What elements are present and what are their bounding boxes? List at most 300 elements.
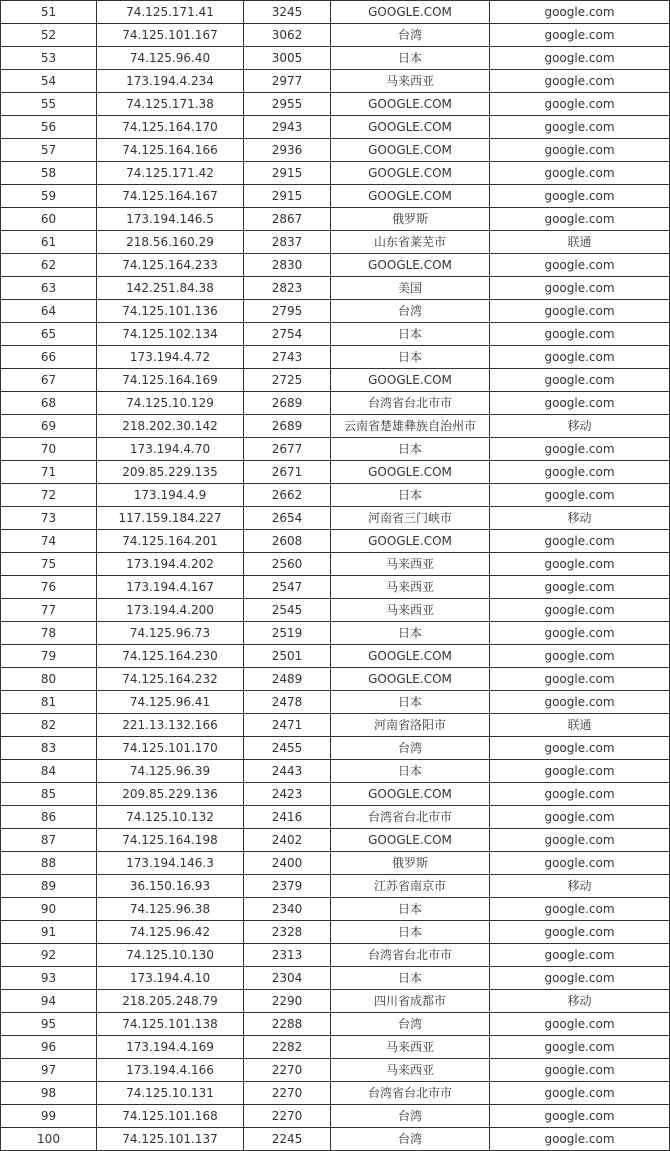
location-cell: 日本 (331, 921, 490, 944)
table-row (1, 898, 670, 921)
isp-cell: google.com (490, 24, 670, 47)
ip-address-cell: 218.205.248.79 (97, 990, 244, 1013)
table-row (1, 116, 670, 139)
count-cell: 2501 (244, 645, 331, 668)
count-cell: 2270 (244, 1082, 331, 1105)
isp-cell: google.com (490, 47, 670, 70)
rank-cell: 64 (1, 300, 97, 323)
table-row (1, 944, 670, 967)
count-cell: 2478 (244, 691, 331, 714)
count-cell: 2915 (244, 162, 331, 185)
rank-cell: 71 (1, 461, 97, 484)
table-body (1, 1, 670, 1151)
isp-cell: 联通 (490, 231, 670, 254)
ip-address-cell: 173.194.4.200 (97, 599, 244, 622)
isp-cell: google.com (490, 783, 670, 806)
count-cell: 2977 (244, 70, 331, 93)
isp-cell: google.com (490, 346, 670, 369)
table-row (1, 806, 670, 829)
table-row (1, 921, 670, 944)
isp-cell: google.com (490, 576, 670, 599)
location-cell: 日本 (331, 760, 490, 783)
ip-address-cell: 74.125.10.131 (97, 1082, 244, 1105)
isp-cell: google.com (490, 1036, 670, 1059)
table-row (1, 783, 670, 806)
location-cell: GOOGLE.COM (331, 369, 490, 392)
location-cell: GOOGLE.COM (331, 93, 490, 116)
table-row (1, 1082, 670, 1105)
count-cell: 2328 (244, 921, 331, 944)
location-cell: 台湾 (331, 300, 490, 323)
ip-address-cell: 209.85.229.136 (97, 783, 244, 806)
table-row (1, 645, 670, 668)
count-cell: 2340 (244, 898, 331, 921)
count-cell: 2416 (244, 806, 331, 829)
table-row (1, 70, 670, 93)
isp-cell: google.com (490, 691, 670, 714)
table-row (1, 185, 670, 208)
ip-address-cell: 74.125.96.41 (97, 691, 244, 714)
isp-cell: google.com (490, 93, 670, 116)
table-row (1, 1036, 670, 1059)
ip-address-cell: 36.150.16.93 (97, 875, 244, 898)
table-row (1, 1128, 670, 1151)
ip-address-cell: 74.125.10.130 (97, 944, 244, 967)
isp-cell: 联通 (490, 714, 670, 737)
ip-address-cell: 74.125.101.167 (97, 24, 244, 47)
ip-address-cell: 173.194.146.3 (97, 852, 244, 875)
rank-cell: 55 (1, 93, 97, 116)
location-cell: 日本 (331, 47, 490, 70)
rank-cell: 58 (1, 162, 97, 185)
rank-cell: 68 (1, 392, 97, 415)
isp-cell: google.com (490, 829, 670, 852)
isp-cell: google.com (490, 116, 670, 139)
table-row (1, 24, 670, 47)
isp-cell: google.com (490, 369, 670, 392)
count-cell: 3005 (244, 47, 331, 70)
location-cell: GOOGLE.COM (331, 668, 490, 691)
ip-address-cell: 218.56.160.29 (97, 231, 244, 254)
rank-cell: 100 (1, 1128, 97, 1151)
isp-cell: google.com (490, 1128, 670, 1151)
location-cell: 美国 (331, 277, 490, 300)
rank-cell: 77 (1, 599, 97, 622)
table-row (1, 346, 670, 369)
rank-cell: 98 (1, 1082, 97, 1105)
count-cell: 2489 (244, 668, 331, 691)
table-row (1, 93, 670, 116)
count-cell: 2423 (244, 783, 331, 806)
isp-cell: google.com (490, 967, 670, 990)
count-cell: 2455 (244, 737, 331, 760)
location-cell: 山东省莱芜市 (331, 231, 490, 254)
count-cell: 2671 (244, 461, 331, 484)
ip-address-cell: 74.125.164.169 (97, 369, 244, 392)
rank-cell: 69 (1, 415, 97, 438)
count-cell: 2443 (244, 760, 331, 783)
isp-cell: google.com (490, 1013, 670, 1036)
rank-cell: 61 (1, 231, 97, 254)
rank-cell: 88 (1, 852, 97, 875)
count-cell: 2402 (244, 829, 331, 852)
ip-address-cell: 74.125.164.201 (97, 530, 244, 553)
table-row (1, 208, 670, 231)
rank-cell: 99 (1, 1105, 97, 1128)
count-cell: 2837 (244, 231, 331, 254)
count-cell: 2725 (244, 369, 331, 392)
rank-cell: 96 (1, 1036, 97, 1059)
isp-cell: 移动 (490, 415, 670, 438)
table-row (1, 484, 670, 507)
ip-address-cell: 74.125.164.166 (97, 139, 244, 162)
location-cell: 日本 (331, 967, 490, 990)
rank-cell: 66 (1, 346, 97, 369)
location-cell: 马来西亚 (331, 553, 490, 576)
rank-cell: 60 (1, 208, 97, 231)
table-row (1, 576, 670, 599)
table-row (1, 47, 670, 70)
count-cell: 2823 (244, 277, 331, 300)
table-row (1, 507, 670, 530)
ip-address-cell: 209.85.229.135 (97, 461, 244, 484)
isp-cell: google.com (490, 392, 670, 415)
count-cell: 2795 (244, 300, 331, 323)
count-cell: 3062 (244, 24, 331, 47)
ip-address-cell: 142.251.84.38 (97, 277, 244, 300)
isp-cell: 移动 (490, 875, 670, 898)
table-row (1, 852, 670, 875)
table-row (1, 300, 670, 323)
location-cell: 台湾 (331, 1128, 490, 1151)
isp-cell: google.com (490, 461, 670, 484)
count-cell: 2313 (244, 944, 331, 967)
isp-cell: google.com (490, 1, 670, 24)
location-cell: 河南省洛阳市 (331, 714, 490, 737)
table-row (1, 599, 670, 622)
count-cell: 2608 (244, 530, 331, 553)
location-cell: GOOGLE.COM (331, 645, 490, 668)
table-row (1, 990, 670, 1013)
location-cell: 日本 (331, 323, 490, 346)
table-row (1, 875, 670, 898)
ip-address-cell: 173.194.4.9 (97, 484, 244, 507)
ip-address-cell: 74.125.164.232 (97, 668, 244, 691)
location-cell: GOOGLE.COM (331, 185, 490, 208)
table-row (1, 254, 670, 277)
location-cell: GOOGLE.COM (331, 783, 490, 806)
table-row (1, 622, 670, 645)
isp-cell: google.com (490, 944, 670, 967)
isp-cell: google.com (490, 254, 670, 277)
ip-address-cell: 74.125.101.138 (97, 1013, 244, 1036)
ip-address-cell: 74.125.101.136 (97, 300, 244, 323)
rank-cell: 90 (1, 898, 97, 921)
ip-address-cell: 74.125.164.230 (97, 645, 244, 668)
table-row (1, 392, 670, 415)
isp-cell: google.com (490, 300, 670, 323)
isp-cell: google.com (490, 1082, 670, 1105)
count-cell: 3245 (244, 1, 331, 24)
location-cell: GOOGLE.COM (331, 162, 490, 185)
table-row (1, 829, 670, 852)
count-cell: 2654 (244, 507, 331, 530)
count-cell: 2471 (244, 714, 331, 737)
rank-cell: 52 (1, 24, 97, 47)
location-cell: 台湾省台北市市 (331, 392, 490, 415)
isp-cell: google.com (490, 622, 670, 645)
ip-address-cell: 117.159.184.227 (97, 507, 244, 530)
isp-cell: google.com (490, 806, 670, 829)
table-row (1, 760, 670, 783)
count-cell: 2400 (244, 852, 331, 875)
rank-cell: 81 (1, 691, 97, 714)
location-cell: GOOGLE.COM (331, 254, 490, 277)
ip-address-cell: 221.13.132.166 (97, 714, 244, 737)
rank-cell: 86 (1, 806, 97, 829)
rank-cell: 82 (1, 714, 97, 737)
rank-cell: 67 (1, 369, 97, 392)
count-cell: 2304 (244, 967, 331, 990)
isp-cell: google.com (490, 898, 670, 921)
ip-address-cell: 74.125.164.233 (97, 254, 244, 277)
count-cell: 2743 (244, 346, 331, 369)
isp-cell: google.com (490, 185, 670, 208)
isp-cell: google.com (490, 1059, 670, 1082)
count-cell: 2936 (244, 139, 331, 162)
location-cell: 台湾 (331, 1013, 490, 1036)
ip-address-cell: 74.125.164.167 (97, 185, 244, 208)
count-cell: 2689 (244, 415, 331, 438)
count-cell: 2689 (244, 392, 331, 415)
location-cell: 日本 (331, 346, 490, 369)
table-row (1, 737, 670, 760)
ip-address-cell: 74.125.96.39 (97, 760, 244, 783)
rank-cell: 54 (1, 70, 97, 93)
table-row (1, 1013, 670, 1036)
ip-address-cell: 173.194.4.234 (97, 70, 244, 93)
location-cell: 江苏省南京市 (331, 875, 490, 898)
rank-cell: 83 (1, 737, 97, 760)
isp-cell: google.com (490, 70, 670, 93)
count-cell: 2270 (244, 1059, 331, 1082)
table-row (1, 369, 670, 392)
ip-address-cell: 173.194.146.5 (97, 208, 244, 231)
isp-cell: google.com (490, 1105, 670, 1128)
table-row (1, 415, 670, 438)
location-cell: 马来西亚 (331, 599, 490, 622)
ip-address-cell: 173.194.4.72 (97, 346, 244, 369)
ip-address-cell: 74.125.96.40 (97, 47, 244, 70)
location-cell: 台湾省台北市市 (331, 1082, 490, 1105)
table-row (1, 277, 670, 300)
rank-cell: 91 (1, 921, 97, 944)
isp-cell: 移动 (490, 990, 670, 1013)
ip-address-cell: 74.125.101.168 (97, 1105, 244, 1128)
isp-cell: google.com (490, 530, 670, 553)
table-row (1, 668, 670, 691)
location-cell: 日本 (331, 691, 490, 714)
location-cell: 马来西亚 (331, 70, 490, 93)
rank-cell: 62 (1, 254, 97, 277)
isp-cell: google.com (490, 162, 670, 185)
isp-cell: google.com (490, 668, 670, 691)
rank-cell: 59 (1, 185, 97, 208)
isp-cell: google.com (490, 645, 670, 668)
count-cell: 2662 (244, 484, 331, 507)
ip-address-cell: 218.202.30.142 (97, 415, 244, 438)
rank-cell: 74 (1, 530, 97, 553)
count-cell: 2290 (244, 990, 331, 1013)
ip-address-cell: 74.125.101.137 (97, 1128, 244, 1151)
location-cell: 俄罗斯 (331, 852, 490, 875)
isp-cell: google.com (490, 921, 670, 944)
location-cell: 马来西亚 (331, 576, 490, 599)
isp-cell: google.com (490, 323, 670, 346)
ip-address-cell: 173.194.4.70 (97, 438, 244, 461)
table-row (1, 691, 670, 714)
isp-cell: google.com (490, 438, 670, 461)
isp-cell: google.com (490, 277, 670, 300)
table-row (1, 438, 670, 461)
location-cell: 台湾 (331, 737, 490, 760)
count-cell: 2379 (244, 875, 331, 898)
ip-address-cell: 173.194.4.166 (97, 1059, 244, 1082)
rank-cell: 84 (1, 760, 97, 783)
rank-cell: 56 (1, 116, 97, 139)
count-cell: 2245 (244, 1128, 331, 1151)
count-cell: 2754 (244, 323, 331, 346)
ip-address-cell: 173.194.4.169 (97, 1036, 244, 1059)
location-cell: 日本 (331, 622, 490, 645)
table-row (1, 231, 670, 254)
ip-address-cell: 173.194.4.167 (97, 576, 244, 599)
isp-cell: google.com (490, 139, 670, 162)
count-cell: 2282 (244, 1036, 331, 1059)
isp-cell: google.com (490, 852, 670, 875)
rank-cell: 85 (1, 783, 97, 806)
count-cell: 2547 (244, 576, 331, 599)
rank-cell: 79 (1, 645, 97, 668)
ip-address-cell: 74.125.171.41 (97, 1, 244, 24)
ip-address-cell: 74.125.10.129 (97, 392, 244, 415)
count-cell: 2867 (244, 208, 331, 231)
rank-cell: 76 (1, 576, 97, 599)
location-cell: 马来西亚 (331, 1059, 490, 1082)
location-cell: 台湾 (331, 1105, 490, 1128)
ip-address-cell: 173.194.4.10 (97, 967, 244, 990)
rank-cell: 57 (1, 139, 97, 162)
count-cell: 2677 (244, 438, 331, 461)
isp-cell: google.com (490, 737, 670, 760)
rank-cell: 80 (1, 668, 97, 691)
rank-cell: 53 (1, 47, 97, 70)
location-cell: GOOGLE.COM (331, 116, 490, 139)
ip-address-cell: 74.125.10.132 (97, 806, 244, 829)
rank-cell: 63 (1, 277, 97, 300)
rank-cell: 70 (1, 438, 97, 461)
rank-cell: 93 (1, 967, 97, 990)
table-row (1, 162, 670, 185)
rank-cell: 97 (1, 1059, 97, 1082)
location-cell: 云南省楚雄彝族自治州市 (331, 415, 490, 438)
location-cell: GOOGLE.COM (331, 829, 490, 852)
ip-address-cell: 74.125.96.38 (97, 898, 244, 921)
rank-cell: 73 (1, 507, 97, 530)
location-cell: 台湾省台北市市 (331, 806, 490, 829)
count-cell: 2830 (244, 254, 331, 277)
location-cell: 俄罗斯 (331, 208, 490, 231)
rank-cell: 89 (1, 875, 97, 898)
isp-cell: google.com (490, 484, 670, 507)
isp-cell: google.com (490, 599, 670, 622)
table-row (1, 967, 670, 990)
table-row (1, 139, 670, 162)
rank-cell: 72 (1, 484, 97, 507)
count-cell: 2288 (244, 1013, 331, 1036)
table-row (1, 1105, 670, 1128)
location-cell: 日本 (331, 438, 490, 461)
rank-cell: 92 (1, 944, 97, 967)
table-row (1, 714, 670, 737)
count-cell: 2560 (244, 553, 331, 576)
rank-cell: 51 (1, 1, 97, 24)
rank-cell: 75 (1, 553, 97, 576)
table-row (1, 553, 670, 576)
count-cell: 2545 (244, 599, 331, 622)
ip-address-cell: 74.125.171.38 (97, 93, 244, 116)
location-cell: GOOGLE.COM (331, 1, 490, 24)
count-cell: 2519 (244, 622, 331, 645)
count-cell: 2955 (244, 93, 331, 116)
location-cell: 河南省三门峡市 (331, 507, 490, 530)
isp-cell: google.com (490, 208, 670, 231)
count-cell: 2915 (244, 185, 331, 208)
isp-cell: google.com (490, 760, 670, 783)
location-cell: GOOGLE.COM (331, 461, 490, 484)
location-cell: 台湾 (331, 24, 490, 47)
location-cell: 四川省成都市 (331, 990, 490, 1013)
rank-cell: 65 (1, 323, 97, 346)
table-row (1, 530, 670, 553)
isp-cell: google.com (490, 553, 670, 576)
ip-address-cell: 74.125.101.170 (97, 737, 244, 760)
location-cell: 日本 (331, 484, 490, 507)
ip-address-cell: 74.125.96.73 (97, 622, 244, 645)
ip-address-cell: 74.125.164.170 (97, 116, 244, 139)
rank-cell: 78 (1, 622, 97, 645)
ip-address-cell: 74.125.171.42 (97, 162, 244, 185)
location-cell: 日本 (331, 898, 490, 921)
isp-cell: 移动 (490, 507, 670, 530)
count-cell: 2270 (244, 1105, 331, 1128)
location-cell: 马来西亚 (331, 1036, 490, 1059)
ip-address-cell: 173.194.4.202 (97, 553, 244, 576)
count-cell: 2943 (244, 116, 331, 139)
table-row (1, 323, 670, 346)
table-row (1, 461, 670, 484)
table-row (1, 1059, 670, 1082)
location-cell: 台湾省台北市市 (331, 944, 490, 967)
table-row (1, 1, 670, 24)
rank-cell: 87 (1, 829, 97, 852)
location-cell: GOOGLE.COM (331, 530, 490, 553)
rank-cell: 94 (1, 990, 97, 1013)
location-cell: GOOGLE.COM (331, 139, 490, 162)
ip-address-cell: 74.125.164.198 (97, 829, 244, 852)
ip-address-cell: 74.125.96.42 (97, 921, 244, 944)
ip-address-cell: 74.125.102.134 (97, 323, 244, 346)
